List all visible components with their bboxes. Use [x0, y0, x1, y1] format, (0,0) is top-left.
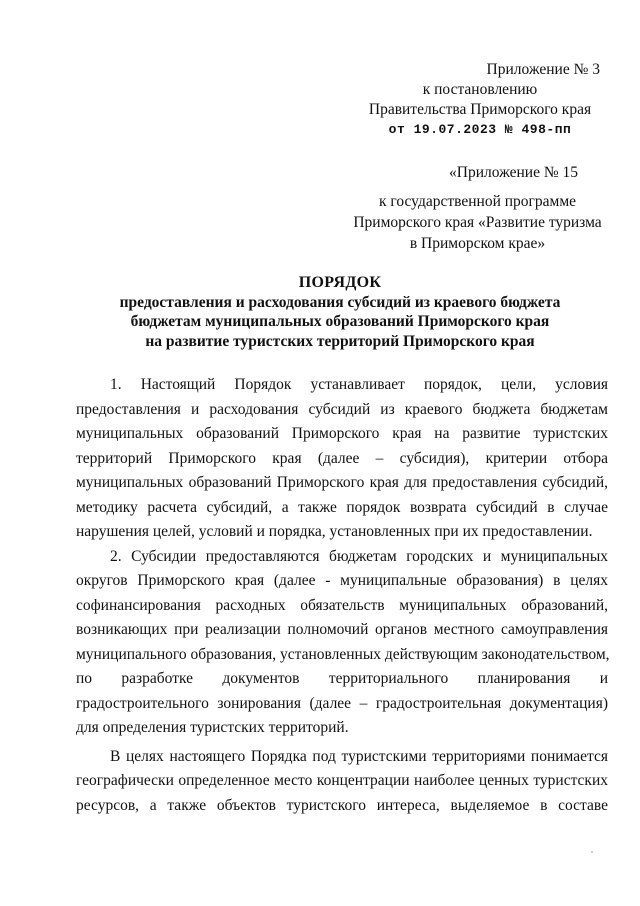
text-line: В целях настоящего Порядка под туристскими территориями понимается: [110, 747, 608, 765]
program-appendix: [345, 162, 610, 254]
program-appendix-line: к государственной программе: [378, 193, 577, 210]
title-line: бюджетам муниципальных образований Приморского края: [130, 313, 550, 330]
document-body: [76, 373, 608, 818]
appendix-header: [360, 60, 600, 140]
text-line: территорий Приморского края (далее – субсидия), критерии отбора: [76, 449, 608, 467]
decree-reference: от 19.07.2023 № 498-пп: [388, 122, 572, 137]
text-line: софинансирования расходных обязательств муниципальных образований,: [76, 596, 608, 614]
title-line: на развитие туристских территорий Приморского края: [145, 332, 535, 350]
title-line: предоставления и расходования субсидий из краевого бюджета: [119, 293, 561, 311]
text-line: 1. Настоящий Порядок устанавливает порядок, цели, условия: [110, 376, 608, 393]
text-line: предоставления и расходования субсидий из краевого бюджета бюджетам: [76, 400, 608, 418]
text-line: нарушения целей, условий и порядка, установленных при их предоставлении.: [76, 523, 593, 540]
text-line: географически определенное место концентрации наиболее ценных туристских: [76, 772, 608, 789]
program-appendix-number: «Приложение № 15: [449, 164, 578, 181]
text-line: для определения туристских территорий.: [76, 719, 349, 736]
program-appendix-line: в Приморском крае»: [409, 235, 546, 252]
text-line: методику расчета субсидий, а также порядок возврата субсидий в случае: [76, 498, 608, 516]
document-title: [70, 273, 610, 351]
paragraph-1: [76, 373, 608, 545]
appendix-to: к постановлению: [422, 81, 538, 98]
text-line: ресурсов, а также объектов туристского интереса, выделяемое в составе: [76, 796, 608, 814]
text-line: муниципальных образований Приморского края на развитие туристских: [76, 425, 608, 442]
text-line: округов Приморского края (далее - муниципальные образования) в целях: [76, 572, 608, 589]
title-main: ПОРЯДОК: [298, 274, 382, 291]
text-line: по разработке документов территориального планирования и: [76, 670, 608, 687]
text-line: муниципального образования, установленных действующим законодательством,: [76, 645, 610, 663]
appendix-number: Приложение № 3: [486, 61, 600, 78]
text-line: возникающих при реализации полномочий органов местного самоуправления: [76, 621, 608, 638]
text-line: 2. Субсидии предоставляются бюджетам городских и муниципальных: [110, 547, 608, 565]
program-appendix-line: Приморского края «Развитие туризма: [353, 214, 602, 231]
text-line: муниципальных образований Приморского края для предоставления субсидий,: [76, 474, 608, 491]
paragraph-3: [76, 745, 608, 819]
scan-speck: [591, 851, 593, 853]
appendix-authority: Правительства Приморского края: [368, 101, 592, 118]
paragraph-2: [76, 545, 608, 741]
text-line: градостроительного зонирования (далее – градостроительная документация): [76, 694, 608, 712]
